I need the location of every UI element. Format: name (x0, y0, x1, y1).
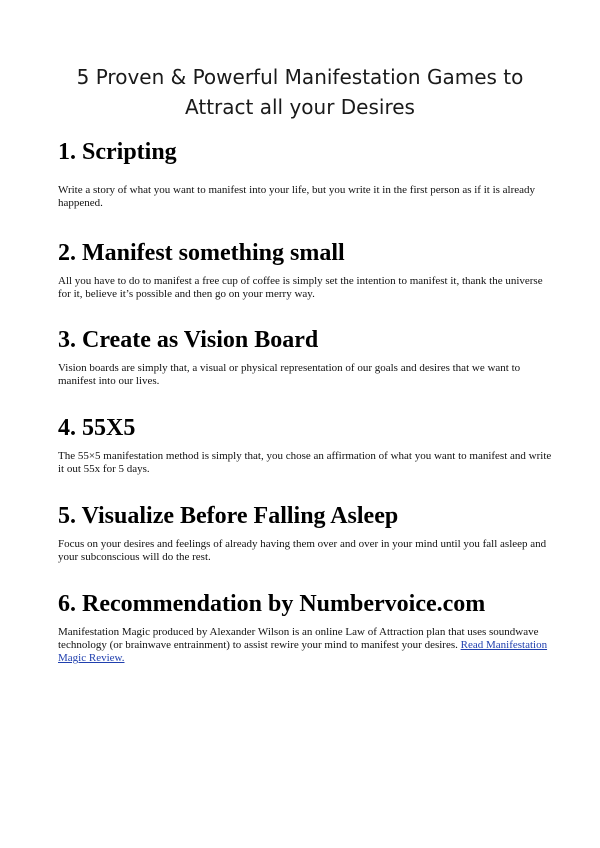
section-scripting (58, 138, 558, 210)
section-body: Write a story of what you want to manifest into your life, but you write it in the first person as if it is already happened. (58, 184, 536, 209)
section-recommendation (58, 590, 558, 665)
recommendation-text: Manifestation Magic produced by Alexander Wilson is an online Law of Attraction plan that uses soundwave technology (or brainwave entrainment) to assist rewire your mind to manifest your desires. (58, 626, 539, 651)
section-heading: 3. Create as Vision Board (58, 327, 319, 353)
section-heading: 1. Scripting (58, 139, 177, 165)
section-body: The 55×5 manifestation method is simply that, you chose an affirmation of what you want to manifest and write it out 55x for 5 days. (58, 450, 552, 475)
section-heading: 5. Visualize Before Falling Asleep (58, 503, 399, 529)
read-review-link[interactable]: Read Manifestation Magic Review. (58, 639, 548, 664)
section-body (58, 626, 558, 665)
section-body: Vision boards are simply that, a visual or physical representation of our goals and desires that we want to manifest into our lives. (58, 362, 521, 387)
section-heading: 6. Recommendation by Numbervoice.com (58, 591, 486, 617)
section-heading: 4. 55X5 (58, 415, 136, 441)
section-vision-board (58, 326, 558, 388)
section-55x5 (58, 414, 558, 476)
section-heading: 2. Manifest something small (58, 240, 345, 266)
section-body: All you have to do to manifest a free cup of coffee is simply set the intention to manifest it, thank the universe for it, believe it’s possible and then go on your merry way. (58, 275, 543, 300)
section-visualize-before-sleep (58, 502, 558, 564)
section-manifest-something-small (58, 239, 558, 301)
section-body: Focus on your desires and feelings of already having them over and over in your mind until you fall asleep and your subconscious will do the rest. (58, 538, 547, 563)
document-title: 5 Proven & Powerful Manifestation Games to Attract all your Desires (76, 65, 524, 119)
